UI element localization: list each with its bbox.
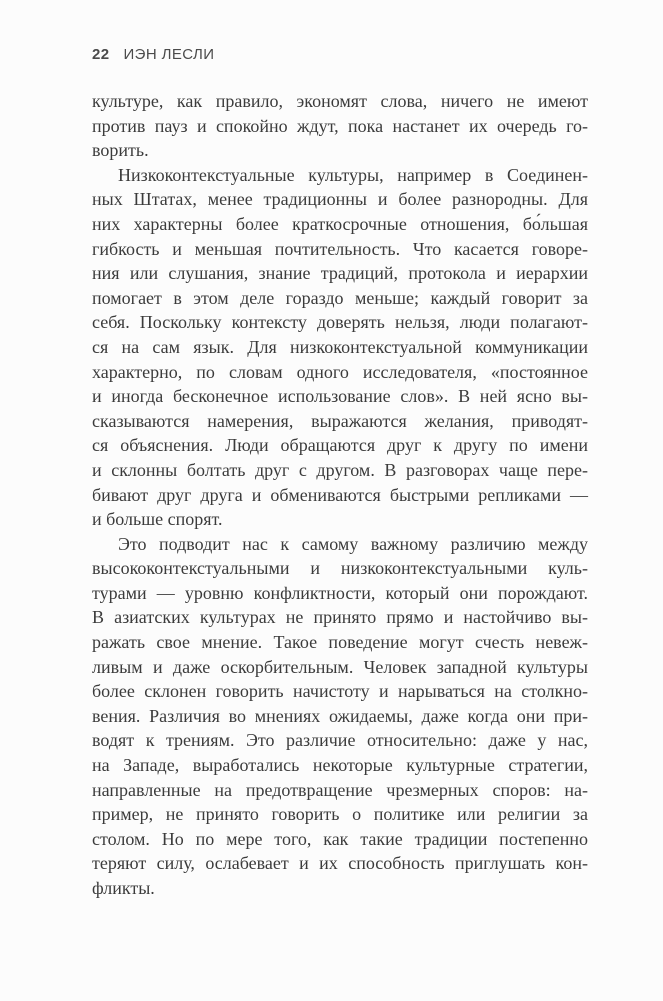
text-line: них характерны более краткосрочные отношения, бо́льшая	[92, 213, 588, 234]
text-line: Это подводит нас к самому важному различию между	[118, 533, 588, 554]
text-line: турами — уровню конфликтности, который они порождают.	[92, 582, 588, 603]
text-line: фликты.	[92, 878, 155, 898]
text-line: культуре, как правило, экономят слова, ничего не имеют	[92, 91, 588, 111]
text-line: ных Штатах, менее традиционны и более разнородны. Для	[92, 189, 588, 210]
text-line: ворить.	[92, 140, 149, 161]
text-line: и больше спорят.	[92, 509, 223, 530]
text-line: водят к трениям. Это различие относительно: даже у нас,	[92, 730, 588, 751]
text-line: против пауз и спокойно ждут, пока настанет их очередь го-	[92, 115, 588, 136]
text-line: и иногда бесконечное использование слов». В ней ясно вы-	[92, 386, 588, 407]
text-line: направленные на предотвращение чрезмерных споров: на-	[92, 779, 588, 800]
text-line: более склонен говорить начистоту и нарываться на столкно-	[92, 681, 588, 702]
text-line: ся на сам язык. Для низкоконтекстуальной коммуникации	[92, 336, 588, 357]
page-header	[92, 47, 214, 63]
text-line: ливым и даже оскорбительным. Человек западной культуры	[92, 656, 588, 677]
text-line: гибкость и меньшая почтительность. Что касается говоре-	[92, 238, 588, 259]
text-line: ния или слушания, знание традиций, протокола и иерархии	[92, 263, 588, 284]
text-line: себя. Поскольку контексту доверять нельзя, люди полагают-	[92, 312, 588, 333]
text-line: помогает в этом деле гораздо меньше; каждый говорит за	[92, 287, 588, 308]
page-number: 22	[92, 46, 110, 63]
text-line: Низкоконтекстуальные культуры, например в Соединен-	[118, 164, 588, 185]
text-line: сказываются намерения, выражаются желания, приводят-	[92, 410, 588, 431]
text-line: ражать свое мнение. Такое поведение могут счесть невеж-	[92, 632, 588, 653]
text-line: столом. Но по мере того, как такие традиции постепенно	[92, 828, 588, 849]
text-line: пример, не принято говорить о политике или религии за	[92, 804, 588, 825]
text-line: характерно, по словам одного исследователя, «постоянное	[92, 361, 588, 382]
text-line: вения. Различия во мнениях ожидаемы, даже когда они при-	[92, 705, 588, 726]
text-line: теряют силу, ослабевает и их способность приглушать кон-	[92, 853, 588, 874]
text-line: высококонтекстуальными и низкоконтекстуальными куль-	[92, 558, 588, 579]
text-line: на Западе, выработались некоторые культурные стратегии,	[92, 755, 588, 776]
running-head: ИЭН ЛЕСЛИ	[123, 46, 215, 63]
text-line: бивают друг друга и обмениваются быстрыми репликами —	[92, 484, 588, 505]
text-line: и склонны болтать друг с другом. В разговорах чаще пере-	[92, 459, 588, 480]
body-text-block	[92, 89, 588, 901]
text-line: ся объяснения. Люди обращаются друг к другу по имени	[92, 435, 588, 456]
text-line: В азиатских культурах не принято прямо и настойчиво вы-	[92, 607, 588, 628]
